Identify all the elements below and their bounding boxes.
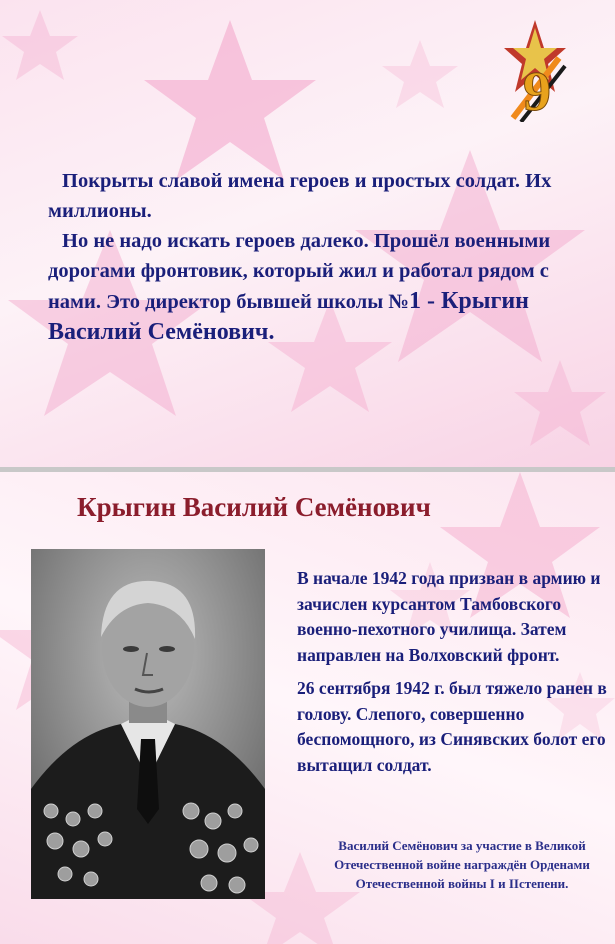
slide-biography: [0, 472, 615, 944]
portrait-photo: [31, 549, 265, 899]
svg-text:9: 9: [523, 61, 551, 122]
award-line-1: Василий Семёнович за участие в Великой: [338, 838, 586, 853]
bio-paragraph-1: В начале 1942 года призван в армию и зачислен курсантом Тамбовского военно-пехотного училища. Затем направлен на Волховский фронт.: [297, 568, 601, 665]
award-caption: [297, 836, 615, 893]
intro-director-name: 1 - Крыгин Василий Семёнович.: [48, 288, 530, 345]
intro-paragraph-2: Но не надо искать героев далеко. Прошёл военными дорогами фронтовик, который жил и работал рядом с нами. Это директор бывшей: [48, 230, 551, 313]
award-line-2: Отечественной войне награждён Орденами: [334, 857, 590, 872]
page-title: Крыгин Василий Семёнович: [77, 492, 431, 522]
slide-intro: [0, 0, 615, 467]
bio-paragraph-2: 26 сентября 1942 г. был тяжело ранен в голову. Слепого, совершенно беспомощного, из Синявских болот его вытащил солдат.: [297, 678, 607, 775]
award-line-3: Отечественной войны I и IIстепени.: [355, 876, 569, 891]
intro-text: [48, 166, 603, 348]
victory-star-icon: [503, 18, 567, 122]
biography-text: [297, 566, 609, 786]
portrait-image: [31, 549, 265, 899]
intro-paragraph-1: Покрыты славой имена героев и простых солдат. Их миллионы.: [48, 170, 552, 222]
intro-school-label: школы №: [316, 291, 409, 313]
